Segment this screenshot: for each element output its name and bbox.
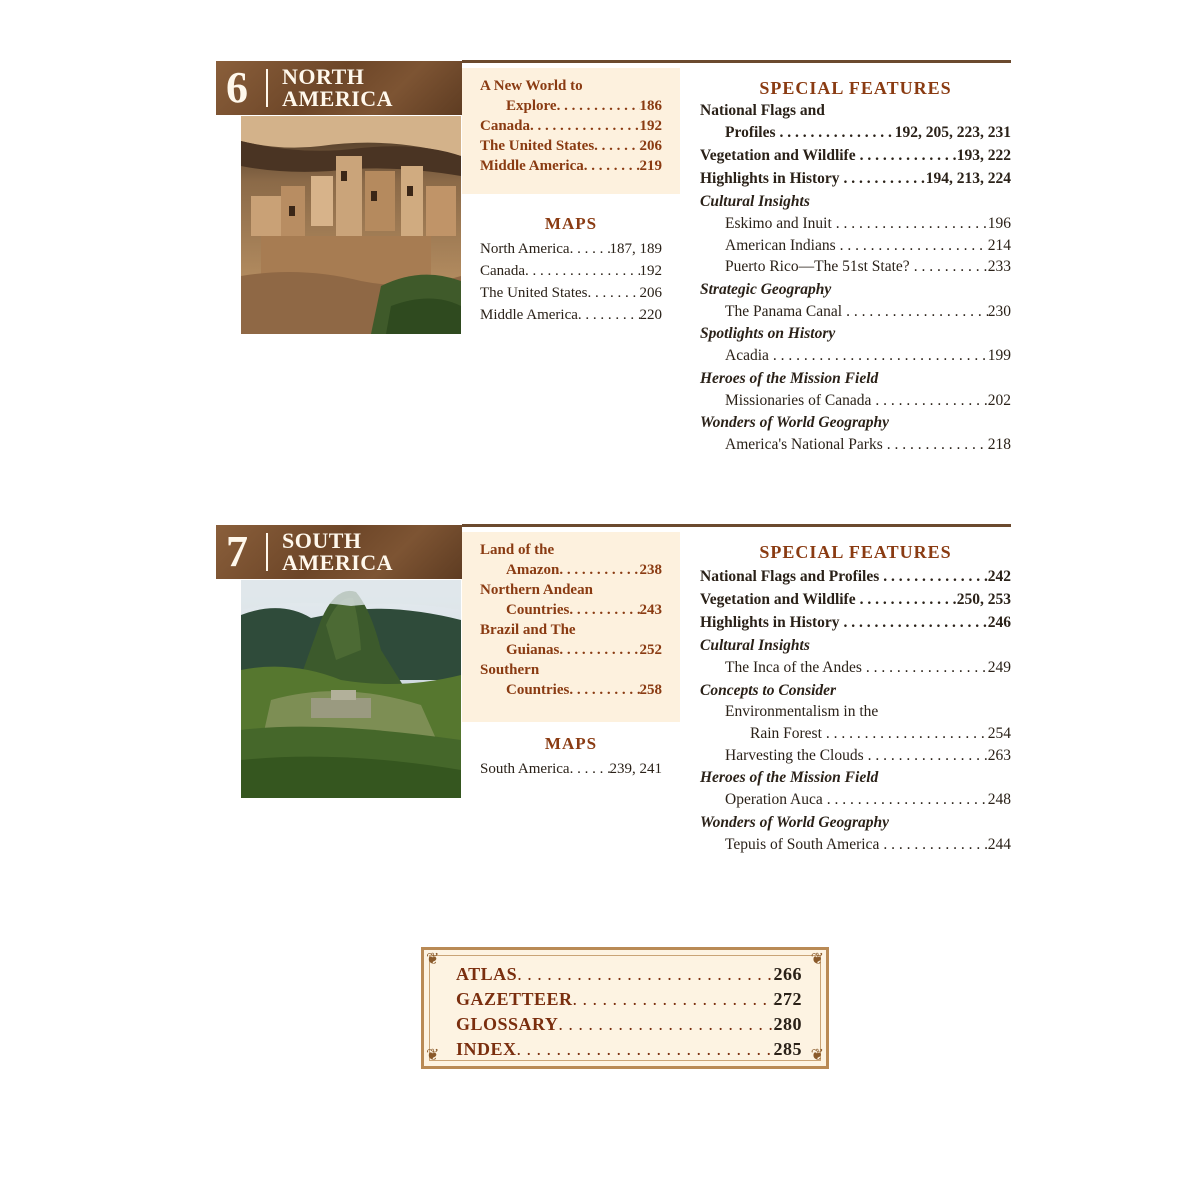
feature-category: Cultural Insights	[700, 193, 810, 210]
back-matter-name: GLOSSARY	[456, 1014, 559, 1034]
chapter-title	[282, 66, 393, 110]
leader	[836, 235, 988, 257]
feature-item[interactable]	[700, 256, 1011, 278]
section-name-cont: Countries	[506, 602, 570, 618]
leader	[842, 301, 988, 323]
section-name-cont: Guianas	[506, 642, 560, 658]
feature-name: Highlights in History	[700, 614, 840, 631]
chapter-banner	[216, 61, 462, 115]
back-matter-box	[421, 947, 829, 1069]
leader	[840, 611, 988, 634]
maps-heading: MAPS	[544, 734, 598, 753]
machu-picchu-image	[241, 580, 461, 798]
map-item[interactable]	[480, 238, 662, 260]
chapter-title-line2: AMERICA	[282, 550, 394, 575]
page-number: 186	[639, 98, 662, 114]
page-number: 202	[987, 391, 1011, 409]
feature-item[interactable]	[700, 657, 1011, 679]
leader	[822, 722, 988, 745]
feature-name: Vegetation and Wildlife	[700, 147, 856, 164]
divider	[266, 69, 268, 107]
ornament-icon: ❦	[810, 951, 824, 968]
back-matter-name: INDEX	[456, 1039, 517, 1059]
page-number: 230	[987, 302, 1011, 320]
leader	[569, 600, 639, 620]
page-number: 220	[639, 307, 662, 323]
feature-name-cont: Profiles	[725, 124, 776, 141]
page-number: 243	[639, 602, 662, 618]
leader	[559, 640, 639, 660]
feature-item[interactable]	[700, 434, 1011, 456]
map-name: Canada	[480, 263, 525, 279]
feature-name: American Indians	[725, 236, 836, 254]
map-item[interactable]	[480, 260, 662, 282]
leader	[776, 121, 895, 144]
section-item[interactable]	[480, 580, 662, 620]
page-number: 280	[773, 1014, 802, 1034]
map-name: The United States	[480, 285, 588, 301]
map-item[interactable]	[480, 282, 662, 304]
chapter-title-line1: SOUTH	[282, 528, 362, 553]
section-name-cont: Explore	[506, 98, 557, 114]
section-name-cont: Countries	[506, 682, 570, 698]
ornament-icon: ❦	[426, 1047, 440, 1064]
chapter-banner	[216, 525, 462, 579]
map-item[interactable]	[480, 758, 662, 780]
feature-category: Heroes of the Mission Field	[700, 369, 879, 387]
features-heading: SPECIAL FEATURES	[759, 78, 952, 98]
feature-item[interactable]	[700, 101, 1011, 144]
feature-category: Cultural Insights	[700, 637, 810, 654]
back-matter-item[interactable]	[456, 962, 802, 987]
page-number: 244	[987, 835, 1011, 853]
page-number: 250, 253	[956, 591, 1011, 608]
page-number: 218	[987, 436, 1011, 453]
feature-item[interactable]	[700, 167, 1011, 190]
page-number: 219	[639, 158, 662, 174]
feature-name: Environmentalism in the	[725, 702, 879, 720]
leader	[525, 260, 640, 282]
section-name: A New World to	[480, 78, 583, 94]
features-heading: SPECIAL FEATURES	[759, 542, 952, 562]
feature-name: Eskimo and Inuit	[725, 215, 832, 232]
back-matter-item[interactable]	[456, 1012, 802, 1037]
leader	[559, 560, 639, 580]
feature-item[interactable]	[700, 213, 1011, 235]
section-name-cont: Amazon	[506, 562, 560, 578]
leader	[584, 156, 640, 176]
ornament-icon: ❦	[810, 1047, 824, 1064]
section-item[interactable]	[480, 660, 662, 700]
maps-list	[480, 214, 662, 326]
page-number: 252	[639, 642, 662, 658]
section-item[interactable]	[480, 76, 662, 116]
feature-category: Wonders of World Geography	[700, 414, 890, 431]
section-item[interactable]	[480, 136, 662, 156]
section-item[interactable]	[480, 156, 662, 176]
back-matter-name: GAZETTEER	[456, 989, 573, 1009]
leader	[578, 304, 640, 326]
page-number: 239, 241	[609, 761, 662, 777]
page-number: 263	[987, 746, 1011, 764]
special-features	[700, 542, 1011, 855]
section-item[interactable]	[480, 540, 662, 580]
feature-name: Vegetation and Wildlife	[700, 591, 856, 608]
leader	[569, 680, 639, 700]
page-number: 248	[987, 791, 1011, 808]
leader	[769, 345, 988, 367]
feature-name: National Flags and Profiles	[700, 568, 880, 585]
page-number: 193, 222	[956, 147, 1011, 164]
page-number: 246	[987, 614, 1011, 631]
feature-name: The Panama Canal	[725, 302, 843, 320]
leader	[517, 962, 773, 987]
section-name: The United States	[480, 138, 595, 154]
feature-name: Missionaries of Canada	[725, 391, 872, 409]
chapter-7	[216, 524, 1011, 944]
back-matter-list	[456, 962, 802, 1062]
feature-name: National Flags and	[700, 102, 825, 119]
feature-item[interactable]	[700, 611, 1011, 634]
leader	[573, 987, 774, 1012]
leader	[910, 256, 988, 278]
page-number: 258	[639, 682, 662, 698]
feature-category: Heroes of the Mission Field	[700, 769, 879, 786]
divider	[266, 533, 268, 571]
page-number: 249	[987, 659, 1011, 676]
section-name: Land of the	[480, 542, 555, 558]
page-number: 254	[987, 724, 1011, 742]
chapter-photo	[241, 580, 461, 798]
page-number: 194, 213, 224	[925, 170, 1011, 187]
page-number: 199	[987, 347, 1011, 364]
leader	[871, 390, 987, 412]
map-name: North America	[480, 241, 570, 257]
leader	[840, 167, 926, 190]
page-number: 192	[639, 263, 662, 279]
section-name: Northern Andean	[480, 582, 593, 598]
page-number: 242	[987, 568, 1011, 585]
section-item[interactable]	[480, 620, 662, 660]
leader	[832, 213, 988, 235]
feature-item[interactable]	[700, 345, 1011, 367]
feature-item[interactable]	[700, 745, 1011, 767]
leader	[883, 434, 988, 456]
map-name: South America	[480, 761, 570, 777]
leader	[862, 657, 988, 679]
feature-item[interactable]	[700, 702, 1011, 745]
back-matter-name: ATLAS	[456, 964, 518, 984]
feature-name: Highlights in History	[700, 170, 840, 187]
leader	[530, 116, 639, 136]
chapter-title-line2: AMERICA	[282, 86, 394, 111]
feature-category: Spotlights on History	[700, 325, 836, 342]
chapter-6	[216, 60, 1011, 480]
feature-item[interactable]	[700, 235, 1011, 257]
section-name: Canada	[480, 118, 531, 134]
leader	[856, 588, 957, 611]
feature-item[interactable]	[700, 390, 1011, 412]
page-number: 196	[987, 215, 1011, 232]
feature-item[interactable]	[700, 565, 1011, 588]
page-number: 192	[639, 118, 662, 134]
leader	[558, 1012, 773, 1037]
chapter-number: 7	[226, 527, 248, 576]
leader	[570, 238, 610, 260]
chapter-title-line1: NORTH	[282, 64, 365, 89]
feature-name: Operation Auca	[725, 791, 823, 808]
maps-heading: MAPS	[544, 214, 598, 233]
chapter-rule	[462, 60, 1011, 63]
chapter-number: 6	[226, 63, 248, 112]
section-list	[462, 68, 680, 194]
feature-name: Acadia	[725, 347, 769, 364]
feature-category: Wonders of World Geography	[700, 813, 890, 831]
special-features	[700, 78, 1011, 456]
section-item[interactable]	[480, 116, 662, 136]
page-number: 206	[639, 285, 662, 301]
maps-list	[480, 734, 662, 780]
page-number: 272	[773, 989, 802, 1009]
chapter-title	[282, 530, 393, 574]
feature-category: Strategic Geography	[700, 280, 832, 298]
feature-item[interactable]	[700, 588, 1011, 611]
page-number: 206	[639, 138, 662, 154]
back-matter-item[interactable]	[456, 987, 802, 1012]
section-list	[462, 532, 680, 722]
chapter-photo	[241, 116, 461, 334]
leader	[587, 282, 639, 304]
feature-name: America's National Parks	[725, 436, 883, 453]
section-name: Brazil and The	[480, 622, 576, 638]
feature-item[interactable]	[700, 144, 1011, 167]
map-item[interactable]	[480, 304, 662, 326]
page-number: 238	[639, 562, 662, 578]
leader	[517, 1037, 774, 1062]
back-matter-item[interactable]	[456, 1037, 802, 1062]
feature-name: The Inca of the Andes	[725, 659, 862, 676]
page-number: 266	[773, 964, 802, 984]
page-number: 285	[773, 1039, 802, 1059]
feature-category: Concepts to Consider	[700, 681, 837, 699]
leader	[570, 758, 610, 780]
page-number: 192, 205, 223, 231	[894, 124, 1011, 141]
chapter-rule	[462, 524, 1011, 527]
leader	[864, 745, 988, 767]
feature-item[interactable]	[700, 789, 1011, 811]
section-name: Middle America	[480, 158, 584, 174]
feature-name-cont: Rain Forest	[750, 724, 822, 742]
feature-name: Tepuis of South America	[725, 835, 880, 853]
leader	[823, 789, 988, 811]
page-number: 187, 189	[609, 241, 662, 257]
ornament-icon: ❦	[426, 951, 440, 968]
cliff-dwelling-image	[241, 116, 461, 334]
feature-name: Harvesting the Clouds	[725, 746, 864, 764]
leader	[879, 834, 987, 856]
section-name: Southern	[480, 662, 540, 678]
leader	[594, 136, 639, 156]
leader	[557, 96, 640, 116]
page-number: 214	[987, 236, 1011, 254]
leader	[856, 144, 957, 167]
page-number: 233	[987, 258, 1011, 275]
map-name: Middle America	[480, 307, 578, 323]
leader	[879, 565, 987, 588]
feature-item[interactable]	[700, 834, 1011, 856]
feature-name: Puerto Rico—The 51st State?	[725, 258, 910, 275]
feature-item[interactable]	[700, 301, 1011, 323]
